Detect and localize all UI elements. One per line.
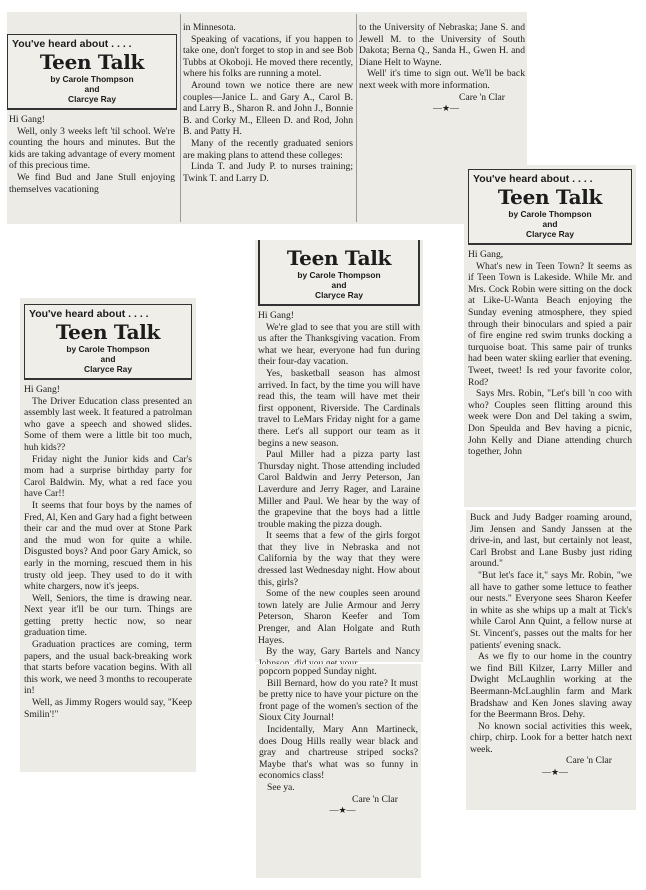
paragraph: The Driver Education class presented an assembly last week. It featured a patrolman who gave a speech and showed slides. Some of them were a little bit too much, huh kids?? (24, 395, 192, 453)
byline-and: and (331, 280, 347, 290)
paragraph: No known social activities this week, chirp, chirp. Look for a better hatch next week. (470, 720, 632, 755)
signoff: Care 'n Clar (566, 755, 612, 767)
clipping-3-top (255, 240, 423, 662)
paragraph: Yes, basketball season has almost arrived. In fact, by the time you will have read this, the team will have met their first opponent, Riverside. The Cardinals travel to LeMars Friday night for a game there. Let's all support our team as it begins a new season. (258, 367, 420, 449)
byline: Clarcye Ray (68, 94, 116, 104)
paragraph: Speaking of vacations, if you happen to take one, don't forget to stop in and see Bob Tubbs at Okoboji. He moved there recently, where his folks are running a motel. (183, 33, 353, 80)
paragraph: Says Mrs. Robin, "Let's bill 'n coo with who? Couples seen flitting around this week were Don and Del taking a swim, Don Speulda and Bev having a picnic, John Kelly and Diane attending church together, John (468, 388, 632, 458)
byline-and: and (542, 219, 558, 229)
paragraph: "But let's face it," says Mr. Robin, "we all have to gather some lettuce to feather our nests." Everyone sees Sharon Keefer in white as she whips up a malt at Tick's while Carol Ann Quint, a fellow nurse at St. Vincent's, passes out the malts for her patients' evening snack. (470, 569, 632, 651)
headline: Teen Talk (55, 320, 161, 344)
byline: by Carole Thompson (50, 74, 134, 84)
star-divider: —★— (432, 103, 460, 114)
byline: Claryce Ray (84, 364, 132, 374)
paragraph: Linda T. and Judy P. to nurses training; Twink T. and Larry D. (183, 161, 353, 184)
clipping-4-top (464, 165, 636, 507)
star-divider: —★— (541, 767, 569, 778)
column-rule (356, 14, 357, 222)
clipping-3-header (258, 240, 420, 306)
paragraph: Well, only 3 weeks left 'til school. We're counting the hours and minutes. But the kids are taking advantage of every moment of this precious time. (9, 125, 175, 172)
byline: Claryce Ray (526, 229, 574, 239)
paragraph: It seems that a few of the girls forgot that they live in Nebraska and not California by the way that they were dressed last Wednesday night. How about this, girls? (258, 530, 420, 588)
paragraph: in Minnesota. (183, 22, 236, 33)
clipping-2-header (24, 304, 192, 380)
paragraph: Hi Gang! (24, 384, 60, 395)
signoff: Care 'n Clar (352, 793, 398, 805)
kicker: You've heard about . . . . (473, 173, 593, 185)
byline: by Carole Thompson (297, 270, 381, 280)
headline: Teen Talk (39, 50, 145, 74)
paragraph: By the way, Gary Bartels and Nancy (266, 646, 420, 658)
paragraph: We're glad to see that you are still with us after the Thanksgiving vacation. From what we hear, everyone had fun during their four-day vacation. (258, 321, 420, 368)
signoff: Care 'n Clar (459, 91, 505, 103)
paragraph: Hi Gang! (258, 310, 294, 321)
paragraph: Bill Bernard, how do you rate? It must be pretty nice to have your picture on the front page of the women's section of the Sioux City Journal! (259, 677, 418, 724)
clipping-4-bottom (466, 510, 636, 810)
byline-and: and (100, 354, 116, 364)
clipping-1-header (7, 34, 177, 110)
paragraph: Some of the new couples seen around town lately are Julie Armour and Jerry Peterson, Sharon Keefer and Tom Prenger, and Alan Holgate and Ruth Hayes. (258, 588, 420, 646)
paragraph: Many of the recently graduated seniors are making plans to attend these colleges: (183, 137, 353, 161)
paragraph: Hi Gang! (9, 114, 45, 125)
byline: by Carole Thompson (508, 209, 592, 219)
clipping-1 (7, 12, 527, 224)
paragraph: Well, as Jimmy Rogers would say, "Keep Smilin'!" (24, 697, 192, 720)
headline: Teen Talk (497, 185, 603, 209)
byline: by Carole Thompson (66, 344, 150, 354)
paragraph: Buck and Judy Badger roaming around, Jim Jensen and Sandy Janssen at the drive-in, and last, but certainly not least, Carl Brobst and Lane Busby just riding around." (470, 512, 632, 570)
paragraph: to the University of Nebraska; Jane S. and Jewell M. to the University of South Dakota; Berna Q., Sanda H., Gwen H. and Diane Helt to Wayne. (359, 22, 525, 68)
byline-and: and (84, 84, 100, 94)
clipping-3-bottom (256, 664, 421, 878)
paragraph: Around town we notice there are new couples—Janice L. and Gary A., Carol B. and Larry B., Sharon R. and John J., Bonnie B. and Corky M., Elleen D. and Rod, John B. and Patty H. (183, 79, 353, 138)
paragraph: Graduation practices are coming, term papers, and the usual back-breaking work that starts before vacation begins. With all this work, we need 3 months to recouperate in! (24, 639, 192, 697)
headline: Teen Talk (286, 246, 392, 270)
star-divider: —★— (329, 805, 356, 816)
byline: Claryce Ray (315, 290, 363, 300)
kicker: You've heard about . . . . (12, 38, 132, 50)
paragraph: We find Bud and Jane Stull enjoying themselves vacationing (9, 171, 175, 195)
paragraph: Paul Miller had a pizza party last Thursday night. Those attending included Carol Baldwin and Jerry Peterson, Jan Laverdure and Jerry Rager, and Laraine Miller and Paul. We hear by the way of the grapevine that the boys had a little trouble making the pizza dough. (258, 449, 420, 530)
paragraph: As we fly to our home in the country we find Bill Kilzer, Larry Miller and Dwight McLaughlin working at the Beermann-McLaughlin farm and Mark Bradshaw and Ken Jones slaving away for the Beermann Bros. Dehy. (470, 651, 632, 721)
paragraph: Well, Seniors, the time is drawing near. Next year it'll be our turn. Things are getting pretty hectic now, so near graduation time. (24, 592, 192, 639)
paragraph: What's new in Teen Town? It seems as if Teen Town is Lakeside. While Mr. and Mrs. Cock Robin were sitting on the dock at Like-U-Wanta Beach enjoying the Sunday evening atmosphere, they spied through their binoculars and spied a pair of fire engine red swim trunks docking a turquoise boat. This same pair of trunks had been water skiing earlier that evening. Tweet, tweet! Is red your favorite color, Rod? (468, 260, 632, 388)
clipping-1-column-2 (183, 12, 353, 184)
paragraph: Incidentally, Mary Ann Martineck, does Doug Hills really wear black and gray and chartreuse striped socks? Maybe that's what was so funny in economics class! (259, 723, 418, 782)
column-rule (180, 14, 181, 222)
paragraph: It seems that four boys by the names of Fred, Al, Ken and Gary had a fight between their car and the mud over at Stone Park and the mud won for quite a while. Disgusted boys? And poor Gary Amick, so early in the morning, rescued them in his trusty old jeep. They used to do it with white chargers, now it's jeeps. (24, 499, 192, 593)
clipping-2 (20, 298, 196, 772)
paragraph: Hi Gang, (468, 249, 504, 260)
kicker: You've heard about . . . . (29, 308, 149, 320)
paragraph: popcorn popped Sunday night. (259, 666, 377, 677)
clipping-1-column-3 (359, 12, 525, 113)
clipping-4-header (468, 169, 632, 245)
paragraph: Well' it's time to sign out. We'll be back next week with more information. (359, 68, 525, 91)
clipping-1-column-1 (7, 12, 177, 195)
paragraph: See ya. (267, 781, 295, 793)
paragraph: Friday night the Junior kids and Car's mom had a surprise birthday party for Carol Baldwin. My, what a red face you have Car!! (24, 453, 192, 500)
